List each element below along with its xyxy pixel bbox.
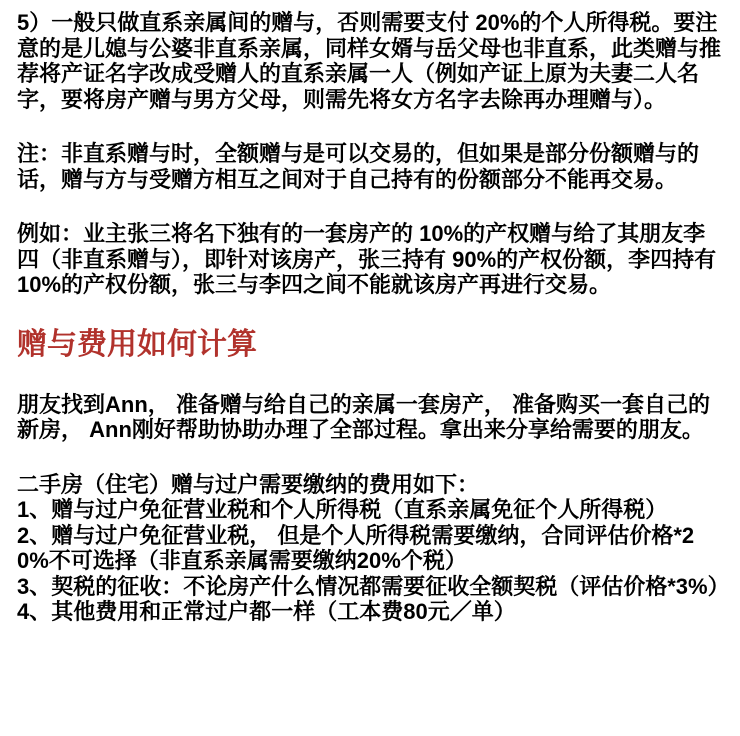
paragraph-intro: 朋友找到Ann， 准备赠与给自己的亲属一套房产， 准备购买一套自己的新房， Ann刚好帮助协助办理了全部过程。拿出来分享给需要的朋友。 xyxy=(17,391,710,442)
fee-item-2: 2、赠与过户免征营业税， 但是个人所得税需要缴纳，合同评估价格*20%不可选择（非直系亲属需要缴纳20%个税） xyxy=(17,522,695,573)
fees-list xyxy=(17,471,730,625)
fee-item-3: 3、契税的征收：不论房产什么情况都需要征收全额契税（评估价格*3%） xyxy=(17,573,730,599)
fee-item-1: 1、赠与过户免征营业税和个人所得税（直系亲属免征个人所得税） xyxy=(17,497,668,522)
paragraph-example: 例如：业主张三将名下独有的一套房产的 10%的产权赠与给了其朋友李四（非直系赠与），即针对该房产，张三持有 90%的产权份额，李四持有 10%的产权份额，张三与李四之间不能就该房产再进行交易。 xyxy=(17,221,717,297)
fee-item-4: 4、其他费用和正常过户都一样（工本费80元／单） xyxy=(17,599,516,624)
section-heading-gift-fee-calculation: 赠与费用如何计算 xyxy=(17,327,257,361)
fees-lead-line: 二手房（住宅）赠与过户需要缴纳的费用如下： xyxy=(17,471,480,497)
paragraph-note: 注：非直系赠与时，全额赠与是可以交易的，但如果是部分份额赠与的话，赠与方与受赠方相互之间对于自己持有的份额部分不能再交易。 xyxy=(17,141,700,192)
paragraph-gift-rule: 5）一般只做直系亲属间的赠与，否则需要支付 20%的个人所得税。要注意的是儿媳与公婆非直系亲属，同样女婿与岳父母也非直系，此类赠与推荐将产证名字改成受赠人的直系亲属一人（例如产证上原为夫妻二人名字，要将房产赠与男方父母，则需先将女方名字去除再办理赠与）。 xyxy=(17,10,722,112)
